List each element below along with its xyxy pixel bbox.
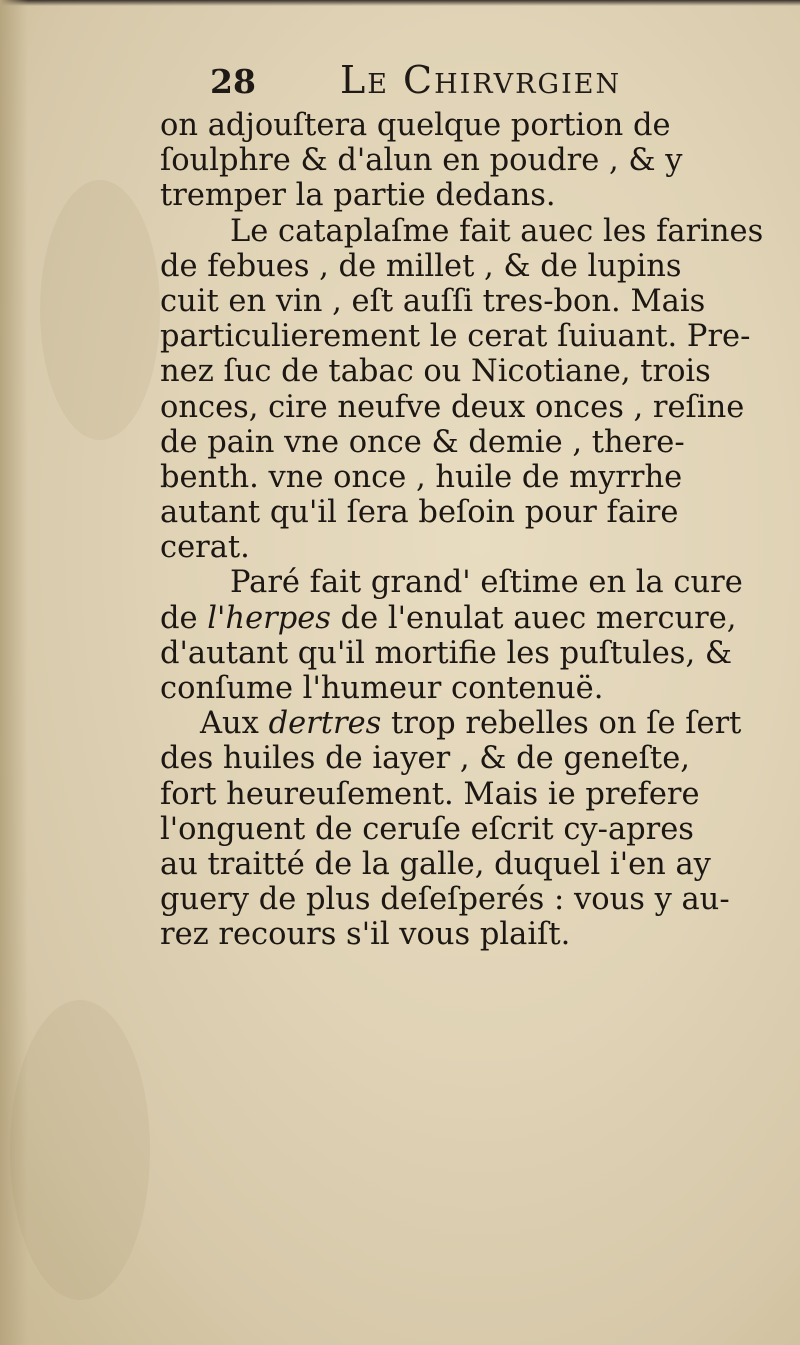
- text-line: de febues , de millet , & de lupins: [160, 248, 682, 284]
- text-line: l'onguent de ceruſe eſcrit cy-apres: [160, 811, 694, 847]
- text-line: rez recours s'il vous plaiſt.: [160, 917, 571, 953]
- running-head: [210, 58, 680, 108]
- text-line: des huiles de iayer , & de geneſte,: [160, 741, 690, 777]
- paper-stain: [10, 1000, 150, 1300]
- text-line: au traitté de la galle, duquel i'en ay: [160, 846, 711, 882]
- text-line: d'autant qu'il mortifie les puſtules, &: [160, 635, 732, 671]
- italic-term: l'herpes: [207, 600, 331, 636]
- text-line: onces, cire neufve deux onces , reſine: [160, 389, 745, 425]
- page-number: 28: [210, 62, 256, 101]
- text-line: benth. vne once , huile de myrrhe: [160, 459, 683, 495]
- text-line: guery de plus deſeſperés : vous y au-: [160, 882, 730, 918]
- text-line: on adjouſtera quelque portion de: [160, 108, 671, 143]
- text-line: autant qu'il ſera beſoin pour faire: [160, 495, 679, 531]
- page-top-shadow: [0, 0, 800, 6]
- text-line: cerat.: [160, 530, 250, 566]
- text-line: conſume l'humeur contenuë.: [160, 671, 604, 706]
- text-line: nez ſuc de tabac ou Nicotiane, trois: [160, 354, 711, 390]
- paper-stain: [40, 180, 160, 440]
- italic-term: dertres: [268, 706, 382, 742]
- text-line: particulierement le cerat ſuiuant. Pre-: [160, 319, 751, 355]
- text-line: tremper la partie dedans.: [160, 178, 556, 214]
- text-line: Aux dertres trop rebelles on ſe ſert: [200, 706, 742, 742]
- text-line: de l'herpes de l'enulat auec mercure,: [160, 600, 737, 636]
- text-line: de pain vne once & demie , there-: [160, 424, 685, 460]
- text-line: Le cataplaſme fait auec les farines: [230, 213, 764, 249]
- text-line: Paré fait grand' eſtime en la cure: [230, 565, 743, 601]
- text-line: ſoulphre & d'alun en poudre , & y: [160, 143, 683, 179]
- running-title: Le Chirvrgien: [340, 58, 622, 102]
- text-line: fort heureuſement. Mais ie prefere: [160, 776, 700, 812]
- text-line: cuit en vin , eſt auſſi tres-bon. Mais: [160, 283, 706, 319]
- body-text: [160, 108, 780, 953]
